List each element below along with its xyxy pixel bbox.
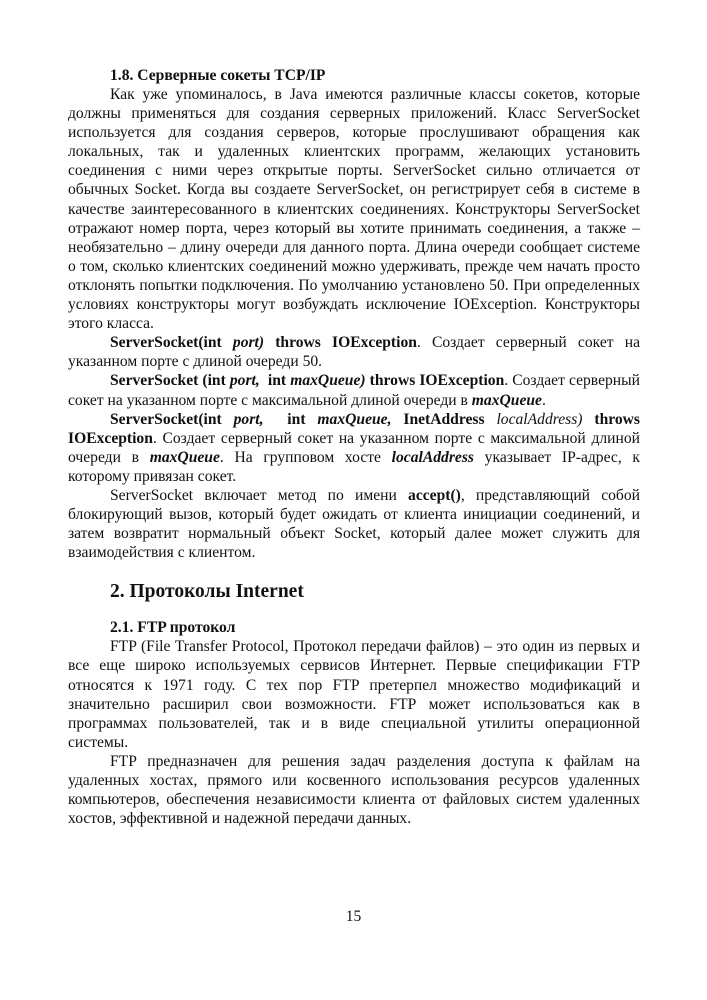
- paragraph-ftp-purpose: FTP предназначен для решения задач разделения доступа к файлам на удаленных хостах, прямого или косвенного использования ресурсов удаленных компьютеров, обеспечения независимости клиента от файловых систем удаленных хостов, эффективной и надежной передачи данных.: [68, 752, 640, 828]
- ctor1-port: port): [232, 334, 265, 352]
- ctor3-local: localAddress): [496, 410, 583, 428]
- ctor3-sig-b: int: [263, 410, 318, 428]
- constructor-1-paragraph: [68, 333, 640, 371]
- ctor3-desc2: . На групповом хосте: [219, 448, 392, 466]
- ctor3-sig-d: throws IOException: [68, 410, 641, 447]
- text-column: [68, 66, 640, 828]
- accept-text-b: , представляющий собой блокирующий вызов, который будет ожидать от клиента инициации соединений, и затем возвратит нормальный объект Socket, который далее может служить для взаимодействия с клиентом.: [68, 486, 640, 562]
- ctor1-sig-a: ServerSocket(int: [110, 334, 233, 352]
- ctor3-sig-a: ServerSocket(int: [110, 410, 234, 428]
- ctor3-desc3: указывает IP-адрес, к которому привязан сокет.: [68, 448, 640, 485]
- ctor3-desc1: . Создает серверный сокет на указанном порте с максимальной длиной очереди в: [68, 429, 640, 466]
- ctor1-sig-b: throws IOException: [264, 334, 417, 352]
- heading-2: 2. Протоколы Internet: [110, 581, 304, 603]
- heading-1-8: 1.8. Серверные сокеты TCP/IP: [110, 67, 326, 84]
- ctor3-port: port,: [233, 410, 264, 428]
- ctor1-desc: . Создает серверный сокет на указанном порте с длиной очереди 50.: [68, 334, 640, 371]
- accept-method-name: accept(): [408, 486, 461, 504]
- ctor3-desc-queue: maxQueue: [149, 448, 220, 466]
- ctor2-desc-queue: maxQueue: [471, 391, 542, 409]
- ctor3-queue: maxQueue,: [317, 410, 392, 428]
- ctor3-desc-local: localAddress: [391, 448, 474, 466]
- ctor2-desc: . Создает серверный сокет на указанном порте с максимальной длиной очереди в: [68, 372, 640, 409]
- ctor2-sig-c: throws IOException: [365, 372, 505, 390]
- paragraph-ftp-intro: FTP (File Transfer Protocol, Протокол передачи файлов) – это один из первых и все еще широко используемых сервисов Интернет. Первые спецификации FTP относятся к 1971 году. С тех пор FTP претерпел множество модификаций и значительно расширил свои возможности. FTP может использоваться как в программах пользователей, так и в виде специальной утилиты операционной системы.: [68, 638, 640, 751]
- accept-text-a: ServerSocket включает метод по имени: [110, 486, 409, 504]
- accept-method-paragraph: [68, 486, 640, 562]
- ctor3-sig-c: InetAddress: [391, 410, 497, 428]
- constructor-3-paragraph: [68, 410, 640, 486]
- ctor2-port: port,: [229, 372, 260, 390]
- ctor2-queue: maxQueue): [290, 372, 366, 390]
- page-number: 15: [345, 908, 362, 925]
- ctor2-sig-b: int: [259, 372, 291, 390]
- ctor2-desc-end: .: [541, 391, 546, 409]
- ctor2-sig-a: ServerSocket (int: [110, 372, 230, 390]
- constructor-2-paragraph: [68, 371, 640, 409]
- paragraph-server-sockets-intro: Как уже упоминалось, в Java имеются различные классы сокетов, которые должны применяться для создания серверных приложений. Класс ServerSocket используется для создания серверов, которые прослушивают обращения как локальных, так и удаленных клиентских программ, желающих установить соединения с ними через открытые порты. ServerSocket сильно отличается от обычных Socket. Когда вы создаете ServerSocket, он регистрирует себя в системе в качестве заинтересованного в клиентских соединениях. Конструкторы ServerSocket отражают номер порта, через который вы хотите принимать соединения, а также – необязательно – длину очереди для данного порта. Длина очереди сообщает системе о том, сколько клиентских соединений можно удерживать, прежде чем начать просто отклонять попытки подключения. По умолчанию установлено 50. При определенных условиях конструкторы могут возбуждать исключение IOException. Конструкторы этого класса.: [68, 86, 640, 333]
- heading-2-1: 2.1. FTP протокол: [110, 619, 236, 637]
